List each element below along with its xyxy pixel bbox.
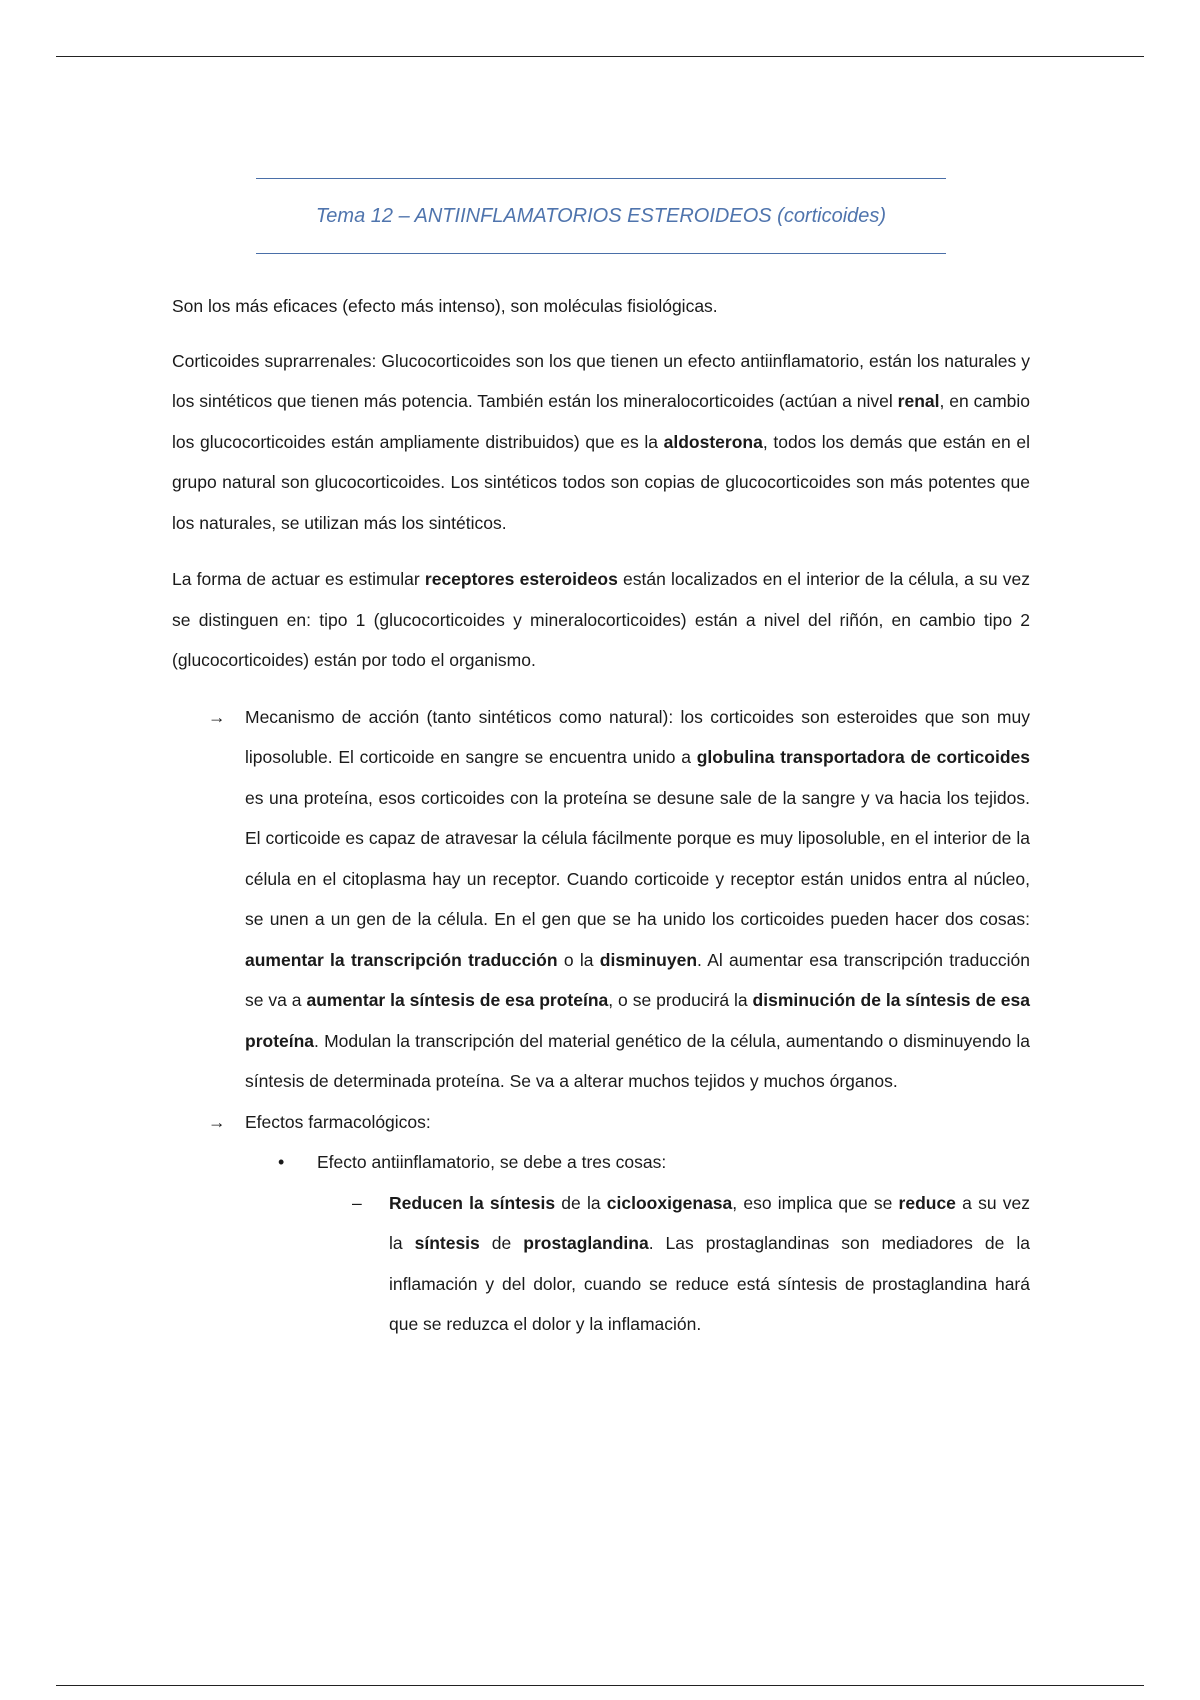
bold-term: aldosterona <box>663 431 763 452</box>
bullet-icon: • <box>278 1152 285 1172</box>
text-span: a su vez la <box>389 1192 1030 1253</box>
bold-term: globulina transportadora de corticoides <box>696 747 1030 767</box>
bold-term: receptores esteroideos <box>424 569 618 589</box>
text-span: de <box>479 1233 524 1253</box>
text-span: . Las prostaglandinas son mediadores de la inflamación y del dolor, cuando se reduce está síntesis de prostaglandina hará que se reduzca el dolor y la inflamación. <box>389 1233 1030 1334</box>
text-span: . Modulan la transcripción del material genético de la célula, aumentando o disminuyendo la síntesis de determinada proteína. Se va a alterar muchos tejidos y muchos órganos. <box>245 1030 1030 1091</box>
dash-item-reducen-sintesis <box>172 1183 1030 1345</box>
text-span: es una proteína, esos corticoides con la proteína se desune sale de la sangre y va hacia los tejidos. El corticoide es capaz de atravesar la célula fácilmente porque es muy liposoluble, en el interior de la célula en el citoplasma hay un receptor. Cuando corticoide y receptor están unidos entra al núcleo, se unen a un gen de la célula. En el gen que se ha unido los corticoides pueden hacer dos cosas: <box>245 787 1030 929</box>
bold-term: prostaglandina <box>523 1233 649 1253</box>
text-span: o la <box>557 949 600 970</box>
bold-term: disminuyen <box>599 949 698 970</box>
bold-term: aumentar la transcripción traducción <box>245 949 558 970</box>
text-span: , todos los demás que están en el grupo natural son glucocorticoides. Los sintéticos todos son copias de glucocorticoides son más potentes que los naturales, se utilizan más los sintéticos. <box>172 431 1030 533</box>
header-rule <box>56 56 1144 57</box>
list-item-efectos <box>172 1102 1030 1143</box>
text-span: La forma de actuar es estimular <box>172 569 425 589</box>
list-item-mecanismo <box>172 697 1030 1102</box>
arrow-icon: → <box>208 1111 226 1132</box>
title-block <box>256 178 946 254</box>
dash-icon: – <box>352 1192 362 1213</box>
bold-term: Reducen la síntesis <box>389 1192 556 1213</box>
bullet-item-antiinflamatorio <box>172 1142 1030 1183</box>
page-title: Tema 12 – ANTIINFLAMATORIOS ESTEROIDEOS (corticoides) <box>315 205 887 227</box>
text-span: , eso implica que se <box>732 1192 899 1213</box>
text-span: , en cambio los glucocorticoides están ampliamente distribuidos) que es la <box>172 391 1030 452</box>
bold-term: reduce <box>898 1192 956 1213</box>
text-span: Efectos farmacológicos: <box>245 1111 431 1132</box>
footer-rule <box>56 1685 1144 1686</box>
text-span: Corticoides suprarrenales: Glucocorticoides son los que tienen un efecto antiinflamatorio, están los naturales y los sintéticos que tienen más potencia. También están los mineralocorticoides (actúan a nivel <box>172 350 1030 411</box>
text-span: Efecto antiinflamatorio, se debe a tres cosas: <box>317 1152 667 1172</box>
paragraph-corticoides-suprarrenales <box>172 341 1030 544</box>
text-span: Mecanismo de acción (tanto sintéticos como natural): los corticoides son esteroides que son muy liposoluble. El corticoide en sangre se encuentra unido a <box>245 706 1030 767</box>
arrow-icon: → <box>208 706 226 727</box>
bold-term: renal <box>897 391 940 411</box>
bold-term: disminución de la síntesis de esa proteína <box>245 990 1030 1051</box>
text-span: , o se producirá la <box>608 990 753 1010</box>
bold-term: ciclooxigenasa <box>606 1192 733 1213</box>
bold-term: síntesis <box>414 1233 480 1253</box>
title-bottom-rule <box>256 253 946 254</box>
bold-term: aumentar la síntesis de esa proteína <box>306 990 609 1010</box>
text-span: . Al aumentar esa transcripción traducción se va a <box>245 949 1030 1010</box>
text-span: están localizados en el interior de la célula, a su vez se distinguen en: tipo 1 (glucocorticoides y mineralocorticoides) están a nivel del riñón, en cambio tipo 2 (glucocorticoides) están por todo el organismo. <box>172 569 1030 670</box>
text-span: de la <box>555 1192 607 1213</box>
paragraph-forma-actuar <box>172 559 1030 681</box>
paragraph-intro: Son los más eficaces (efecto más intenso), son moléculas fisiológicas. <box>172 296 718 316</box>
document-body <box>172 286 1030 1345</box>
